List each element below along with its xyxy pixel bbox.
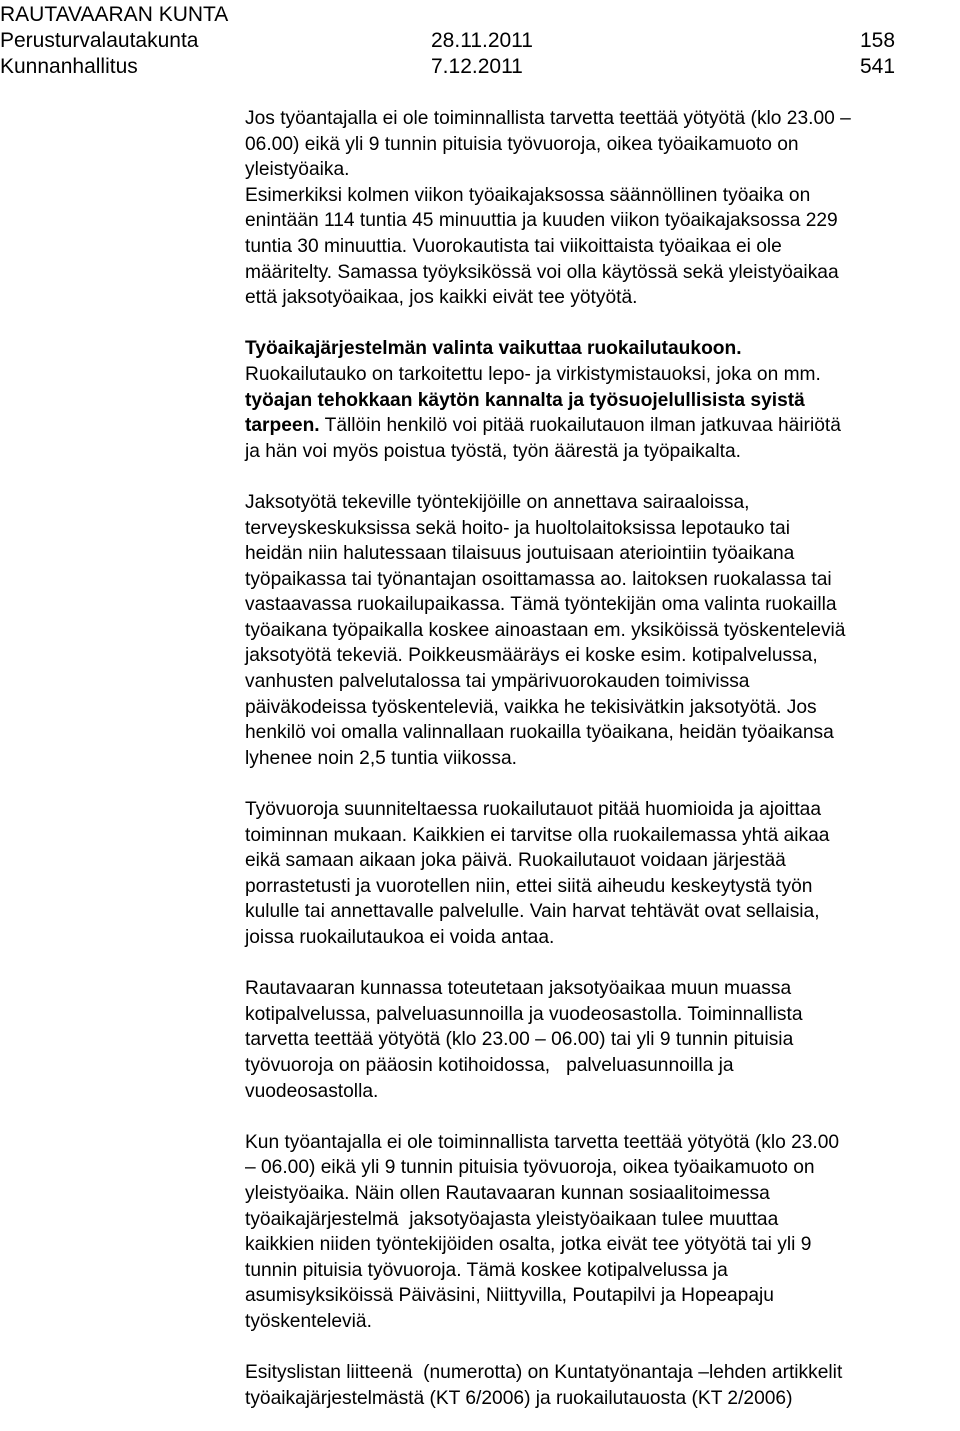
text-line: Työvuoroja suunniteltaessa ruokailutauot pitää huomioida ja ajoittaa	[245, 799, 821, 821]
text-span: Tällöin henkilö voi pitää ruokailutauon ilman jatkuvaa häiriötä	[319, 415, 841, 437]
paragraph-meal-break	[245, 336, 960, 464]
text-line: terveyskeskuksissa sekä hoito- ja huoltolaitoksissa lepotauko tai	[245, 517, 790, 539]
paragraph-gap	[245, 464, 960, 490]
text-line: kotipalvelussa, palveluasunnoilla ja vuodeosastolla. Toiminnallista	[245, 1003, 803, 1025]
text-line: enintään 114 tuntia 45 minuuttia ja kuuden viikon työaikajaksossa 229	[245, 210, 838, 232]
text-line: Esimerkiksi kolmen viikon työaikajaksossa säännöllinen työaika on	[245, 184, 811, 206]
text-line: kululle tai annettavalle palvelulle. Vain harvat tehtävät ovat sellaisia,	[245, 901, 820, 923]
text-line: porrastetusti ja vuorotellen niin, ettei siitä aiheudu keskeytystä työn	[245, 875, 813, 897]
text-line: asumisyksiköissä Päiväsini, Niittyvilla, Poutapilvi ja Hopeapaju	[245, 1285, 774, 1307]
paragraph-work-time-form	[245, 106, 960, 311]
document-header	[0, 2, 960, 80]
paragraph-gap	[245, 771, 960, 797]
header-row-board	[0, 54, 960, 80]
header-org-row	[0, 2, 960, 28]
header-meeting-date: 28.11.2011	[431, 29, 533, 52]
text-line: heidän niin halutessaan tilaisuus joutuisaan ateriointiin työaikana	[245, 543, 795, 565]
header-body-name: Perusturvalautakunta	[0, 29, 199, 52]
text-line: Jos työantajalla ei ole toiminnallista tarvetta teettää yötyötä (klo 23.00 –	[245, 108, 851, 129]
header-section-number: 158	[860, 29, 896, 52]
text-line: lyhenee noin 2,5 tuntia viikossa.	[245, 747, 517, 769]
text-line: jaksotyötä tekeviä. Poikkeusmääräys ei koske esim. kotipalvelussa,	[245, 645, 818, 667]
paragraph-rautavaara-practice	[245, 976, 960, 1104]
text-line: tarvetta teettää yötyötä (klo 23.00 – 06.00) tai yli 9 tunnin pituisia	[245, 1029, 794, 1051]
text-line: yleistyöaika. Näin ollen Rautavaaran kunnan sosiaalitoimessa	[245, 1182, 770, 1204]
text-line: vuodeosastolla.	[245, 1080, 379, 1102]
text-line: eikä samaan aikaan joka päivä. Ruokailutauot voidaan järjestää	[245, 850, 786, 872]
text-line: tunnin pituisia työvuoroja. Tämä koskee kotipalvelussa ja	[245, 1259, 728, 1281]
text-line: työskenteleviä.	[245, 1310, 372, 1332]
text-line: toiminnan mukaan. Kaikkien ei tarvitse olla ruokailemassa yhtä aikaa	[245, 824, 830, 846]
text-line: Jaksotyötä tekeville työntekijöille on annettava sairaaloissa,	[245, 491, 750, 513]
text-line: henkilö voi omalla valinnallaan ruokailla työaikana, heidän työaikansa	[245, 722, 834, 744]
text-line: tuntia 30 minuuttia. Vuorokautista tai viikoittaista työaikaa ei ole	[245, 235, 782, 257]
text-line: päiväkodeissa työskenteleviä, vaikka he tekisivätkin jaksotyötä. Jos	[245, 696, 817, 718]
paragraph-gap	[245, 1104, 960, 1130]
paragraph-gap	[245, 1335, 960, 1361]
text-line: työpaikassa tai työnantajan osoittamassa ao. laitoksen ruokalassa tai	[245, 568, 832, 590]
text-line: Ruokailutauko on tarkoitettu lepo- ja virkistymistauoksi, joka on mm.	[245, 363, 821, 385]
text-line: – 06.00) eikä yli 9 tunnin pituisia työvuoroja, oikea työaikamuoto on	[245, 1157, 815, 1179]
document-body	[245, 106, 960, 1411]
text-line: Kun työantajalla ei ole toiminnallista tarvetta teettää yötyötä (klo 23.00	[245, 1131, 840, 1153]
header-section-number: 541	[860, 55, 896, 78]
text-line: vanhusten palvelutalossa tai ympärivuorokauden toimivissa	[245, 671, 750, 693]
text-line: työvuoroja on pääosin kotihoidossa, palveluasunnoilla ja	[245, 1054, 734, 1076]
header-body-name: Kunnanhallitus	[0, 55, 138, 78]
text-line: työaikajärjestelmä jaksotyöajasta yleistyöaikaan tulee muuttaa	[245, 1208, 779, 1230]
text-line: että jaksotyöaikaa, jos kaikki eivät tee yötyötä.	[245, 287, 638, 309]
header-row-committee	[0, 28, 960, 54]
paragraph-change-proposal	[245, 1130, 960, 1335]
text-line: työaikajärjestelmästä (KT 6/2006) ja ruokailutauosta (KT 2/2006)	[245, 1387, 793, 1409]
text-line: joissa ruokailutaukoa ei voida antaa.	[245, 927, 555, 948]
organization-name: RAUTAVAARAN KUNTA	[0, 3, 229, 26]
header-meeting-date: 7.12.2011	[431, 55, 523, 78]
text-line: työaikana työpaikalla koskee ainoastaan em. yksiköissä työskenteleviä	[245, 619, 846, 641]
paragraph-gap	[245, 951, 960, 977]
text-line: 06.00) eikä yli 9 tunnin pituisia työvuoroja, oikea työaikamuoto on	[245, 133, 799, 155]
paragraph-period-work	[245, 490, 960, 772]
paragraph-attachments	[245, 1360, 960, 1411]
text-line: vastaavassa ruokailupaikassa. Tämä työntekijän oma valinta ruokailla	[245, 594, 837, 616]
text-line-mixed	[245, 413, 960, 439]
text-line: kaikkien niiden työntekijöiden osalta, jotka eivät tee yötyötä tai yli 9	[245, 1234, 812, 1256]
paragraph-shift-planning	[245, 797, 960, 951]
text-line-bold: työajan tehokkaan käytön kannalta ja työsuojelullisista syistä	[245, 389, 805, 411]
paragraph-gap	[245, 311, 960, 337]
text-line: määritelty. Samassa työyksikössä voi olla käytössä sekä yleistyöaikaa	[245, 261, 839, 283]
bold-phrase: tarpeen.	[245, 415, 320, 437]
text-line: ja hän voi myös poistua työstä, työn äärestä ja työpaikalta.	[245, 440, 741, 462]
section-heading: Työaikajärjestelmän valinta vaikuttaa ruokailutaukoon.	[245, 338, 742, 360]
text-line: Esityslistan liitteenä (numerotta) on Kuntatyönantaja –lehden artikkelit	[245, 1362, 843, 1384]
text-line: yleistyöaika.	[245, 159, 350, 181]
text-line: Rautavaaran kunnassa toteutetaan jaksotyöaikaa muun muassa	[245, 978, 792, 1000]
